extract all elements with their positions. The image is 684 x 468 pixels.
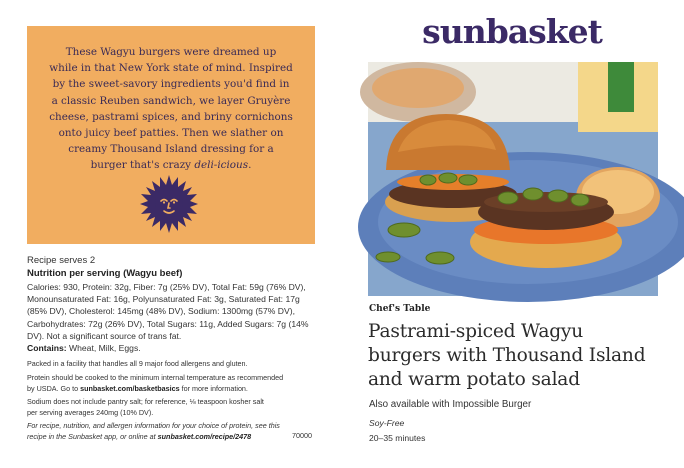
recipe-link[interactable]: sunbasket.com/recipe/2478 bbox=[157, 431, 252, 441]
intro-line: a classic Reuben sandwich, we layer Gruyère bbox=[51, 94, 291, 107]
protein-choice-note bbox=[27, 421, 319, 442]
nutrition-line: (85% DV), Cholesterol: 145mg (48% DV), Sodium: 1300mg (57% DV), bbox=[27, 306, 295, 317]
nutrition-line: Carbohydrates: 72g (26% DV), Total Sugars: 11g, Added Sugars: 7g (14% bbox=[27, 318, 309, 329]
nutrition-line: DV). Not a significant source of trans fat. bbox=[27, 330, 182, 341]
sodium-note-line: Sodium does not include pantry salt; for reference, ⅛ teaspoon kosher salt bbox=[27, 397, 264, 406]
contains-value: Wheat, Milk, Eggs. bbox=[66, 343, 141, 353]
protein-note-line bbox=[27, 384, 319, 395]
protein-note-text: by USDA. Go to bbox=[27, 383, 81, 393]
recipe-title-line: and warm potato salad bbox=[368, 369, 580, 390]
burger-photo bbox=[368, 62, 658, 296]
contains-label: Contains: bbox=[27, 343, 67, 353]
dietary-tag: Soy-Free bbox=[369, 418, 405, 428]
recipe-card-left-panel bbox=[27, 0, 322, 468]
cook-time: 20–35 minutes bbox=[369, 433, 426, 443]
protein-choice-line bbox=[27, 432, 319, 443]
intro-line: creamy Thousand Island dressing for a bbox=[68, 143, 274, 156]
intro-line: cheese, pastrami spices, and briny cornichons bbox=[49, 110, 293, 123]
recipe-card-right-panel bbox=[368, 0, 658, 468]
recipe-title-line: Pastrami-spiced Wagyu bbox=[368, 321, 583, 342]
logo-wordmark: sunbasket bbox=[422, 12, 602, 51]
protein-note-text: for more information. bbox=[179, 383, 248, 393]
nutrition-heading: Nutrition per serving (Wagyu beef) bbox=[27, 268, 183, 279]
protein-choice-text: recipe in the Sunbasket app, or online at bbox=[27, 431, 158, 441]
intro-line bbox=[45, 157, 297, 173]
protein-note bbox=[27, 373, 319, 394]
intro-line: These Wagyu burgers were dreamed up bbox=[65, 46, 277, 58]
protein-note-line: Protein should be cooked to the minimum internal temperature as recommended bbox=[27, 373, 284, 382]
nutrition-line: Monounsaturated Fat: 16g, Polyunsaturated Fat: 3g, Saturated Fat: 17g bbox=[27, 294, 300, 305]
intro-line: onto juicy beef patties. Then we slather on bbox=[58, 127, 284, 140]
allergen-contains bbox=[27, 343, 141, 353]
intro-text bbox=[45, 44, 297, 174]
facility-note: Packed in a facility that handles all 9 major food allergens and gluten. bbox=[27, 359, 248, 368]
intro-emphasis: deli-icious bbox=[194, 159, 249, 172]
nutrition-facts bbox=[27, 281, 319, 342]
sunbasket-logo bbox=[422, 12, 602, 54]
alternative-protein: Also available with Impossible Burger bbox=[369, 399, 532, 410]
sun-icon bbox=[139, 174, 199, 234]
basket-basics-link[interactable]: sunbasket.com/basketbasics bbox=[80, 383, 180, 393]
nutrition-line: Calories: 930, Protein: 32g, Fiber: 7g (25% DV), Total Fat: 59g (76% DV), bbox=[27, 282, 306, 292]
recipe-title bbox=[368, 320, 658, 392]
serving-count: Recipe serves 2 bbox=[27, 255, 96, 266]
intro-line: by the sweet-savory ingredients you'd find in bbox=[52, 78, 290, 91]
intro-text-run: . bbox=[248, 159, 252, 172]
intro-line: while in that New York state of mind. Inspired bbox=[49, 62, 293, 75]
intro-text-run: burger that's crazy bbox=[90, 159, 195, 172]
recipe-title-line: burgers with Thousand Island bbox=[368, 345, 646, 366]
recipe-code: 70000 bbox=[292, 431, 312, 440]
intro-box bbox=[27, 26, 315, 244]
protein-choice-line: For recipe, nutrition, and allergen information for your choice of protein, see this bbox=[27, 421, 280, 430]
recipe-kicker: Chef's Table bbox=[369, 304, 431, 314]
sodium-note bbox=[27, 397, 319, 418]
sodium-note-line: per serving averages 240mg (10% DV). bbox=[27, 407, 154, 417]
